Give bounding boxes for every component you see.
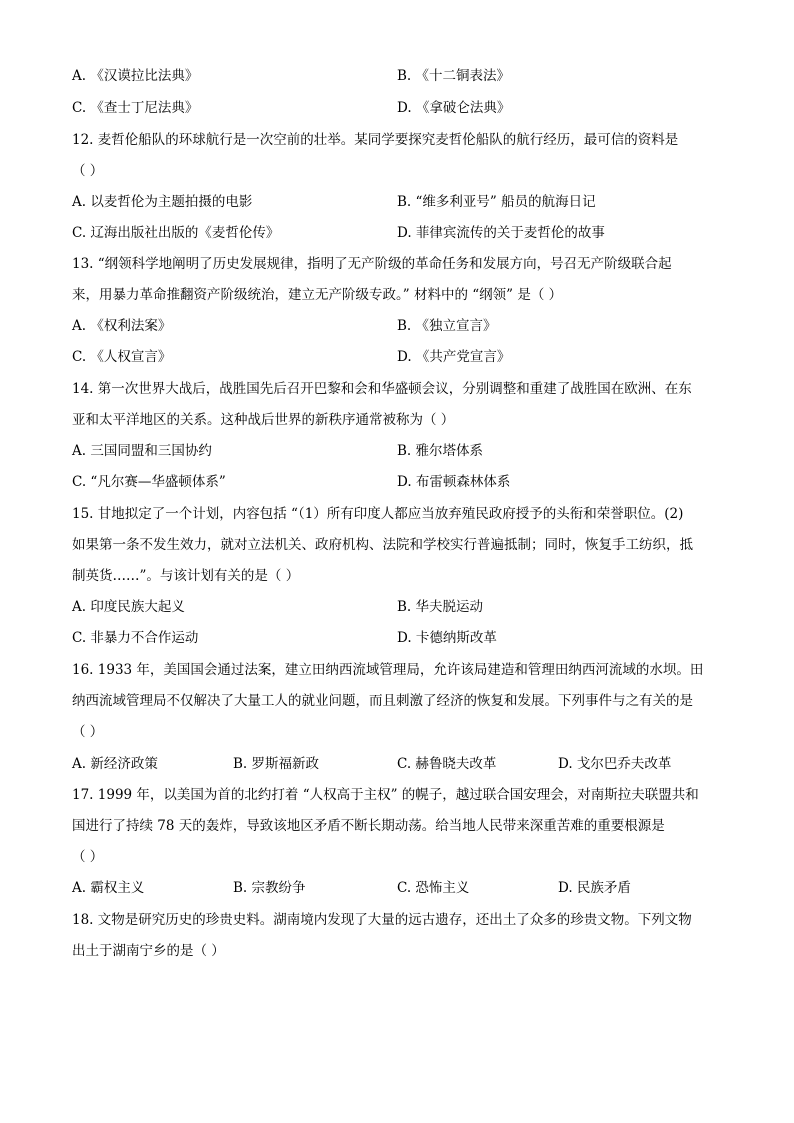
q12-option-d: D. 菲律宾流传的关于麦哲伦的故事 bbox=[397, 225, 605, 241]
q14-option-b: B. 雅尔塔体系 bbox=[397, 443, 484, 459]
q14-stem-line-2: 亚和太平洋地区的关系。这种战后世界的新秩序通常被称为（ ） bbox=[72, 412, 455, 428]
q16-stem-line-1: 16. 1933 年，美国国会通过法案，建立田纳西流域管理局，允许该局建造和管理田纳西河流域的水坝。田 bbox=[72, 662, 704, 678]
q11-option-a: A. 《汉谟拉比法典》 bbox=[72, 68, 199, 84]
q12-option-b: B. “维多利亚号” 船员的航海日记 bbox=[397, 194, 596, 210]
q16-stem-line-2: 纳西流域管理局不仅解决了大量工人的就业问题，而且刺激了经济的恢复和发展。下列事件与之有关的是 bbox=[72, 693, 693, 709]
q16-option-a: A. 新经济政策 bbox=[72, 756, 158, 772]
q15-option-c: C. 非暴力不合作运动 bbox=[72, 630, 199, 646]
q17-option-a: A. 霸权主义 bbox=[72, 880, 145, 896]
q12-option-c: C. 辽海出版社出版的《麦哲伦传》 bbox=[72, 225, 280, 241]
q11-option-c: C. 《查士丁尼法典》 bbox=[72, 100, 199, 116]
q16-option-d: D. 戈尔巴乔夫改革 bbox=[558, 756, 672, 772]
q16-option-b: B. 罗斯福新政 bbox=[233, 756, 320, 772]
q13-option-d: D. 《共产党宣言》 bbox=[397, 349, 511, 365]
q15-option-a: A. 印度民族大起义 bbox=[72, 599, 185, 615]
q15-stem-line-3: 制英货……”。与该计划有关的是（ ） bbox=[72, 568, 300, 584]
q12-option-a: A. 以麦哲伦为主题拍摄的电影 bbox=[72, 194, 253, 210]
q13-option-b: B. 《独立宣言》 bbox=[397, 318, 497, 334]
q17-stem-line-1: 17. 1999 年，以美国为首的北约打着 “人权高于主权” 的幌子，越过联合国安理会，对南斯拉夫联盟共和 bbox=[72, 787, 699, 803]
q18-stem-line-1: 18. 文物是研究历史的珍贵史料。湖南境内发现了大量的远古遗存，还出土了众多的珍贵文物。下列文物 bbox=[72, 912, 692, 928]
q12-stem-line-2: （ ） bbox=[72, 163, 104, 179]
q15-stem-line-2: 如果第一条不发生效力，就对立法机关、政府机构、法院和学校实行普遍抵制；同时，恢复手工纺织，抵 bbox=[72, 537, 693, 553]
q11-option-d: D. 《拿破仑法典》 bbox=[397, 100, 511, 116]
q17-option-c: C. 恐怖主义 bbox=[397, 880, 470, 896]
q15-stem-line-1: 15. 甘地拟定了一个计划，内容包括 “（1）所有印度人都应当放弃殖民政府授予的头衔和荣誉职位。(2) bbox=[72, 506, 684, 522]
q14-stem-line-1: 14. 第一次世界大战后，战胜国先后召开巴黎和会和华盛顿会议，分别调整和重建了战胜国在欧洲、在东 bbox=[72, 381, 692, 397]
q17-stem-line-3: （ ） bbox=[72, 849, 104, 865]
q14-option-d: D. 布雷顿森林体系 bbox=[397, 474, 511, 490]
q13-stem-line-2: 来，用暴力革命推翻资产阶级统治，建立无产阶级专政。” 材料中的 “纲领” 是（ ） bbox=[72, 287, 563, 303]
q14-option-a: A. 三国同盟和三国协约 bbox=[72, 443, 212, 459]
q13-stem-line-1: 13. “纲领科学地阐明了历史发展规律，指明了无产阶级的革命任务和发展方向，号召无产阶级联合起 bbox=[72, 256, 672, 272]
q13-option-a: A. 《权利法案》 bbox=[72, 318, 172, 334]
q18-stem-line-2: 出土于湖南宁乡的是（ ） bbox=[72, 943, 225, 959]
q17-stem-line-2: 国进行了持续 78 天的轰炸，导致该地区矛盾不断长期动荡。给当地人民带来深重苦难的重要根源是 bbox=[72, 818, 665, 834]
q16-option-c: C. 赫鲁晓夫改革 bbox=[397, 756, 497, 772]
q15-option-d: D. 卡德纳斯改革 bbox=[397, 630, 497, 646]
q17-option-b: B. 宗教纷争 bbox=[233, 880, 306, 896]
q12-stem-line-1: 12. 麦哲伦船队的环球航行是一次空前的壮举。某同学要探究麦哲伦船队的航行经历，最可信的资料是 bbox=[72, 132, 679, 148]
q14-option-c: C. “凡尔赛—华盛顿体系” bbox=[72, 474, 226, 490]
q11-option-b: B. 《十二铜表法》 bbox=[397, 68, 511, 84]
q13-option-c: C. 《人权宣言》 bbox=[72, 349, 172, 365]
q15-option-b: B. 华夫脱运动 bbox=[397, 599, 484, 615]
q17-option-d: D. 民族矛盾 bbox=[558, 880, 631, 896]
q16-stem-line-3: （ ） bbox=[72, 724, 104, 740]
